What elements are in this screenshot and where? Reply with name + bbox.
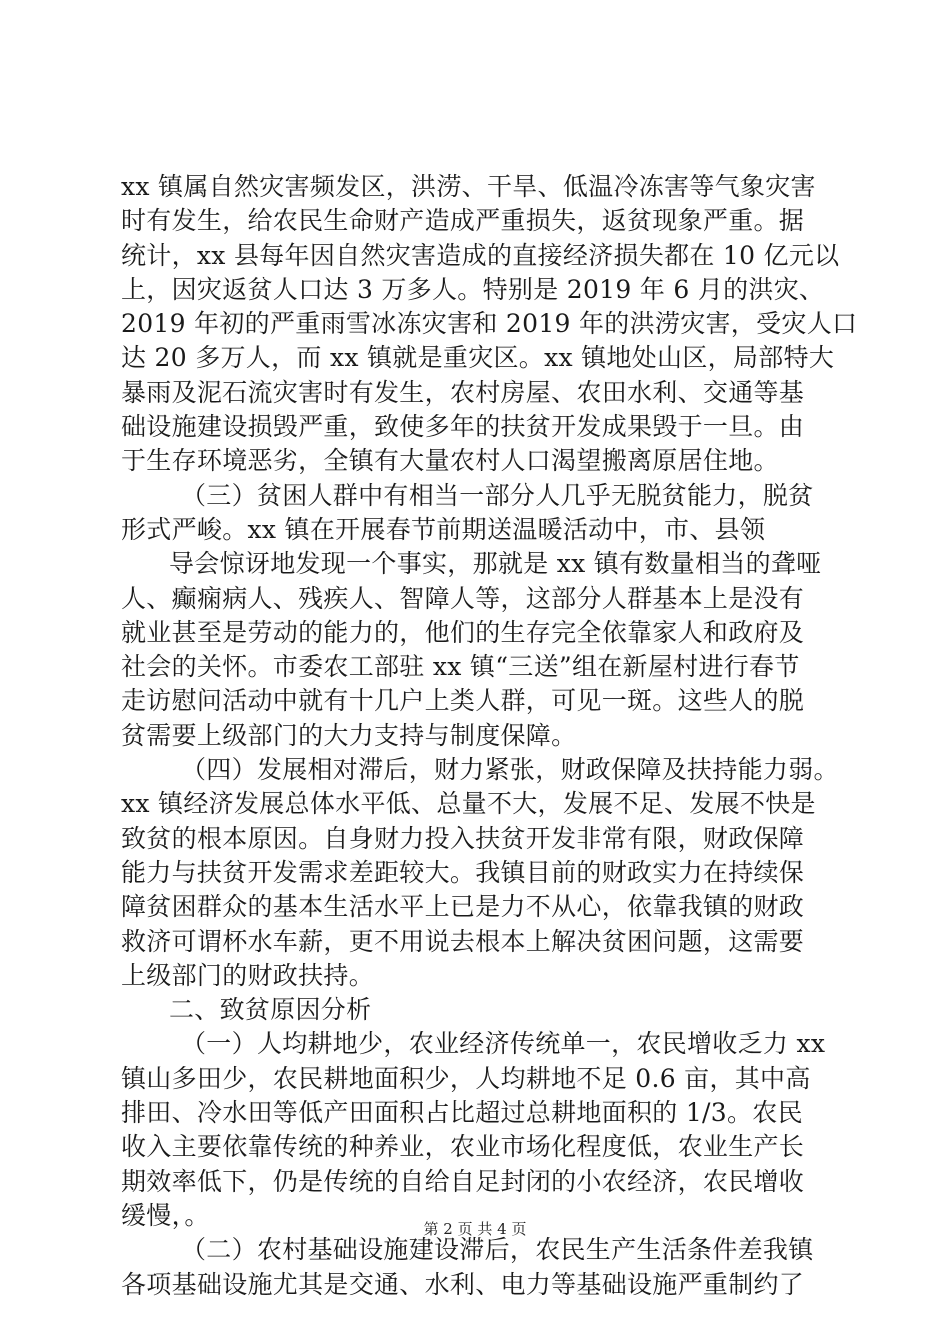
document-body (121, 170, 858, 1302)
paragraph-line: 上，因灾返贫人口达 3 万多人。特别是 2019 年 6 月的洪灾、 (121, 274, 825, 304)
paragraph-line: 各项基础设施尤其是交通、水利、电力等基础设施严重制约了 (121, 1269, 805, 1299)
paragraph-line: 导会惊讶地发现一个事实，那就是 xx 镇有数量相当的聋哑 (169, 549, 822, 579)
paragraph-line: 础设施建设损毁严重，致使多年的扶贫开发成果毁于一旦。由 (121, 412, 805, 442)
section-heading-line: （四）发展相对滞后，财力紧张，财政保障及扶持能力弱。 (181, 755, 839, 785)
paragraph-line: 缓慢，。 (121, 1200, 210, 1230)
paragraph-line: 期效率低下，仍是传统的自给自足封闭的小农经济，农民增收 (121, 1166, 805, 1196)
paragraph-line: 能力与扶贫开发需求差距较大。我镇目前的财政实力在持续保 (121, 857, 805, 887)
paragraph-line: 达 20 多万人，而 xx 镇就是重灾区。xx 镇地处山区，局部特大 (121, 343, 835, 373)
section-title: 二、致贫原因分析 (169, 995, 372, 1025)
paragraph-line: 2019 年初的严重雨雪冰冻灾害和 2019 年的洪涝灾害，受灾人口 (121, 309, 858, 339)
paragraph-line: 统计，xx 县每年因自然灾害造成的直接经济损失都在 10 亿元以 (121, 240, 840, 270)
paragraph-line: 镇山多田少，农民耕地面积少，人均耕地不足 0.6 亩，其中高 (121, 1063, 811, 1093)
paragraph-line: 走访慰问活动中就有十几户上类人群，可见一斑。这些人的脱 (121, 686, 805, 716)
paragraph-line: 收入主要依靠传统的种养业，农业市场化程度低，农业生产长 (121, 1132, 805, 1162)
paragraph-line: 障贫困群众的基本生活水平上已是力不从心，依靠我镇的财政 (121, 892, 805, 922)
paragraph-line: 救济可谓杯水车薪，更不用说去根本上解决贫困问题，这需要 (121, 926, 805, 956)
paragraph-line: 社会的关怀。市委农工部驻 xx 镇“三送”组在新屋村进行春节 (121, 652, 800, 682)
paragraph-line: 暴雨及泥石流灾害时有发生，农村房屋、农田水利、交通等基 (121, 377, 805, 407)
section-heading-line: （一）人均耕地少，农业经济传统单一，农民增收乏力 xx (181, 1029, 826, 1059)
section-heading-line: （二）农村基础设施建设滞后，农民生产生活条件差我镇 (181, 1235, 814, 1265)
paragraph-line: xx 镇经济发展总体水平低、总量不大，发展不足、发展不快是 (121, 789, 816, 819)
paragraph-line: 上级部门的财政扶持。 (121, 960, 375, 990)
paragraph-line: 就业甚至是劳动的能力的，他们的生存完全依靠家人和政府及 (121, 617, 805, 647)
paragraph-line: 贫需要上级部门的大力支持与制度保障。 (121, 720, 577, 750)
section-heading-line: （三）贫困人群中有相当一部分人几乎无脱贫能力，脱贫 (181, 480, 814, 510)
paragraph-line: 排田、冷水田等低产田面积占比超过总耕地面积的 1/3。农民 (121, 1098, 803, 1128)
page-number-footer: 第 2 页 共 4 页 (423, 1220, 527, 1238)
paragraph-line: xx 镇属自然灾害频发区，洪涝、干旱、低温冷冻害等气象灾害 (121, 172, 816, 201)
paragraph-line: 致贫的根本原因。自身财力投入扶贫开发非常有限，财政保障 (121, 823, 805, 853)
paragraph-line: 人、癫痫病人、残疾人、智障人等，这部分人群基本上是没有 (121, 583, 805, 613)
paragraph-line: 形式严峻。xx 镇在开展春节前期送温暖活动中，市、县领 (121, 514, 766, 544)
paragraph-line: 于生存环境恶劣，全镇有大量农村人口渴望搬离原居住地。 (121, 446, 779, 476)
paragraph-line: 时有发生，给农民生命财产造成严重损失，返贫现象严重。据 (121, 206, 805, 236)
